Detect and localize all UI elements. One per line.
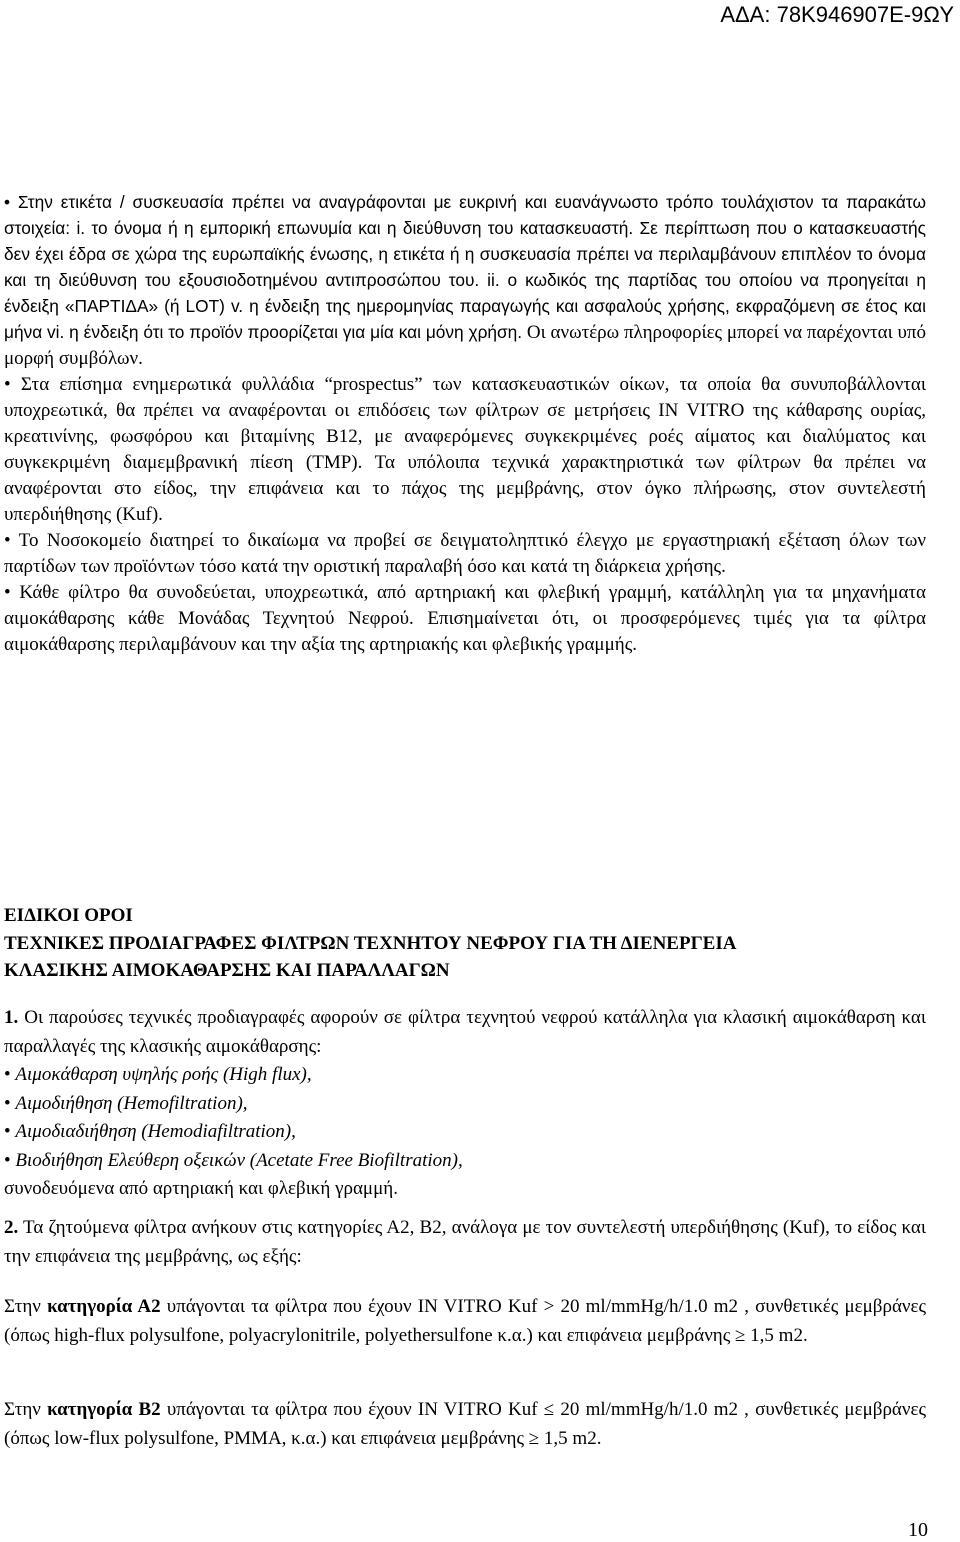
intro-bullets (4, 189, 926, 658)
section-2-number: 2. (4, 1217, 19, 1238)
bullet-label-text: • Στην ετικέτα / συσκευασία πρέπει να αναγράφονται με ευκρινή και ευανάγνωστο τρόπο τουλάχιστον τα παρακάτω στοιχεία: i. το όνομα ή η εμπορική επωνυμία και η διεύθυνση του κατασκευαστή. Σε περίπτωση που ο κατασκευαστής δεν έχει έδρα σε χώρα της ευρωπαϊκής ένωσης, η ετικέτα ή η συσκευασία πρέπει να περιλαμβάνουν επιπλέον το όνομα και τη διεύθυνση του εξουσιοδοτημένου αντιπροσώπου του. ii. ο κωδικός της παρτίδας του οποίου να προηγείται η ένδειξη «ΠΑΡΤΙΔΑ» (ή LOT) v. η ένδειξη της ημερομηνίας παραγωγής και ασφαλούς χρήσης, εκφραζόμενη σε έτος και μήνα vi. η ένδειξη ότι το προϊόν προορίζεται για μία και μόνη χρήση. (4, 192, 926, 342)
category-a2-label: κατηγορία Α2 (47, 1296, 161, 1317)
category-a2-text: Στην κατηγορία Α2 υπάγονται τα φίλτρα που έχουν IN VITRO Kuf > 20 ml/mmHg/h/1.0 m2 , συνθετικές μεμβράνες (όπως high-flux polysulfone, polyacrylonitrile, polyethersulfone κ.α.) και επιφάνεια μεμβράνης ≥ 1,5 m2. (4, 1296, 926, 1346)
heading-line-3: ΚΛΑΣΙΚΗΣ ΑΙΜΟΚΑΘΑΡΣΗΣ ΚΑΙ ΠΑΡΑΛΛΑΓΩΝ (4, 960, 450, 981)
bullet-label-symbols: Οι ανωτέρω πληροφορίες μπορεί να παρέχονται υπό μορφή συμβόλων. (4, 322, 926, 369)
category-b2-text: Στην κατηγορία Β2 υπάγονται τα φίλτρα που έχουν IN VITRO Kuf ≤ 20 ml/mmHg/h/1.0 m2 , συνθετικές μεμβράνες (όπως low-flux polysulfone, PMMA, κ.α.) και επιφάνεια μεμβράνης ≥ 1,5 m2. (4, 1399, 926, 1449)
category-b2 (4, 1396, 926, 1453)
section-2 (4, 1214, 926, 1271)
section-1-text: Οι παρούσες τεχνικές προδιαγραφές αφορούν σε φίλτρα τεχνητού νεφρού κατάλληλα για κλασική αιμοκάθαρση και παραλλαγές της κλασικής αιμοκάθαρσης: (4, 1007, 926, 1057)
bullet-lines: • Κάθε φίλτρο θα συνοδεύεται, υποχρεωτικά, από αρτηριακή και φλεβική γραμμή, κατάλληλη για τα μηχανήματα αιμοκάθαρσης κάθε Μονάδας Τεχνητού Νεφρού. Επισημαίνεται ότι, οι προσφερόμενες τιμές για τα φίλτρα αιμοκάθαρσης περιλαμβάνουν και την αξία της αρτηριακής και φλεβικής γραμμής. (4, 582, 926, 655)
section-1-number: 1. (4, 1007, 19, 1028)
section-1-closing: συνοδευόμενα από αρτηριακή και φλεβική γραμμή. (4, 1178, 398, 1199)
section-1-intro (4, 1004, 926, 1061)
list-item: • Αιμοδιήθηση (Hemofiltration), (4, 1092, 248, 1114)
section-1 (4, 1004, 926, 1204)
section-2-text: Τα ζητούμενα φίλτρα ανήκουν στις κατηγορίες Α2, Β2, ανάλογα με τον συντελεστή υπερδιήθησης (Kuf), το είδος και την επιφάνεια της μεμβράνης, ως εξής: (4, 1217, 926, 1267)
heading-line-2: ΤΕΧΝΙΚΕΣ ΠΡΟΔΙΑΓΡΑΦΕΣ ΦΙΛΤΡΩΝ ΤΕΧΝΗΤΟΥ ΝΕΦΡΟΥ ΓΙΑ ΤΗ ΔΙΕΝΕΡΓΕΙΑ (4, 932, 737, 954)
special-terms-heading (4, 902, 934, 985)
list-item: • Αιμοδιαδιήθηση (Hemodiafiltration), (4, 1121, 296, 1142)
bullet-sampling: • Το Νοσοκομείο διατηρεί το δικαίωμα να προβεί σε δειγματοληπτικό έλεγχο με εργαστηριακή εξέταση όλων των παρτίδων των προϊόντων τόσο κατά την οριστική παραλαβή όσο και κατά τη διάρκεια χρήσης. (4, 530, 926, 577)
list-item: • Αιμοκάθαρση υψηλής ροής (High flux), (4, 1064, 312, 1085)
section-2-intro (4, 1214, 926, 1271)
category-a2 (4, 1293, 926, 1350)
ada-code: ΑΔΑ: 78Κ946907Ε-9ΩΥ (720, 2, 954, 27)
category-b2-label: κατηγορία Β2 (47, 1399, 161, 1420)
list-item: • Βιοδιήθηση Ελεύθερη οξεικών (Acetate Free Biofiltration), (4, 1149, 463, 1171)
bullet-label-requirements (4, 189, 926, 372)
page-number: 10 (908, 1519, 928, 1541)
heading-line-1: ΕΙΔΙΚΟΙ ΟΡΟΙ (4, 905, 133, 926)
bullet-prospectus: • Στα επίσημα ενημερωτικά φυλλάδια “prospectus” των κατασκευαστικών οίκων, τα οποία θα συνυποβάλλονται υποχρεωτικά, θα πρέπει να αναφέρονται οι επιδόσεις των φίλτρων σε μετρήσεις IN VITRO της κάθαρσης ουρίας, κρεατινίνης, φωσφόρου και βιταμίνης B12, με αναφερόμενες συγκεκριμένες ροές αίματος και διαλύματος και συγκεκριμένη διαμεμβρανική πίεση (TMP). Τα υπόλοιπα τεχνικά χαρακτηριστικά των φίλτρων θα πρέπει να αναφέρονται στο είδος, την επιφάνεια και το πάχος της μεμβράνης, στον όγκο πλήρωσης, στον συντελεστή υπερδιήθησης (Kuf). (4, 374, 926, 525)
